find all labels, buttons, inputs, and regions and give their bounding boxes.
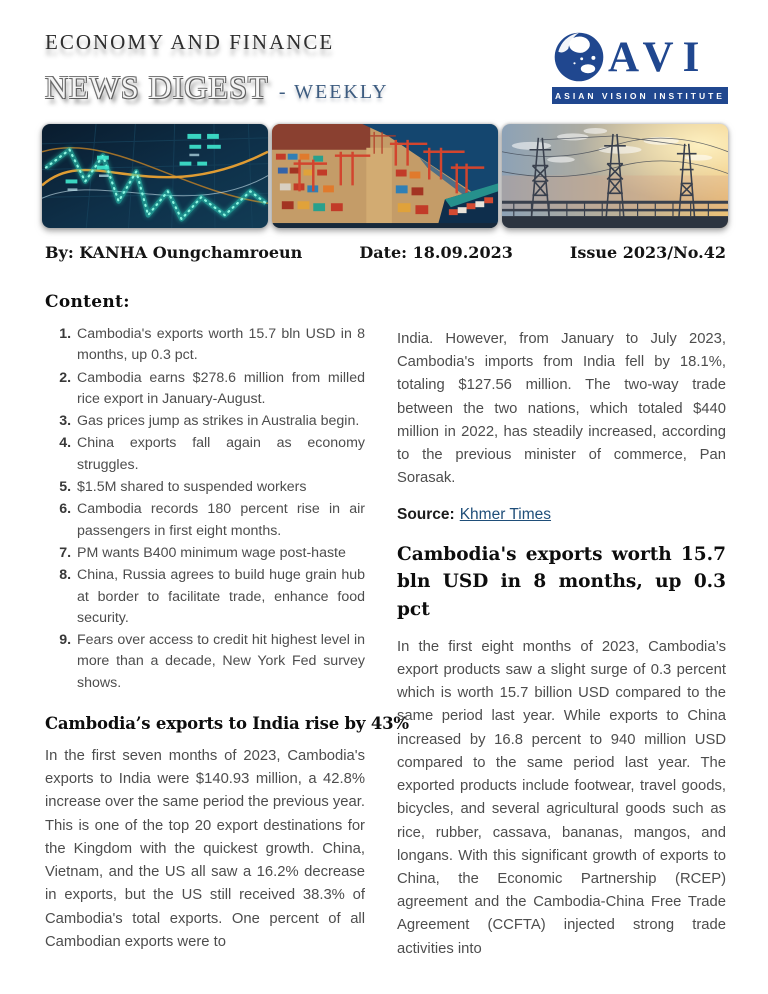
article-1-body-right: India. However, from January to July 2023, Cambodia's imports from India fell by 18.1%, totaling $127.56 million. The two-way trade between the two nations, which totaled $440 million in 2022, has steadily increased, according to the previous minister of commerce, Pan Sorasak. — [397, 331, 726, 487]
content-item-7: 7. PM wants B400 minimum wage post-haste — [75, 543, 365, 564]
content-item-6: 6. Cambodia records 180 percent rise in air passengers in first eight months. — [75, 499, 365, 542]
content-item-5: 5. $1.5M shared to suspended workers — [75, 477, 365, 498]
main-title: NEWS DIGEST — [45, 69, 269, 105]
source-line — [397, 506, 726, 524]
left-column — [45, 292, 409, 961]
content-list — [45, 324, 365, 694]
content-item-4: 4. China exports fall again as economy struggles. — [75, 433, 365, 476]
main-title-line — [45, 69, 389, 106]
article-1-headline: Cambodia’s exports to India rise by 43% — [45, 714, 409, 734]
power-lines-image — [502, 124, 728, 228]
logo-tagline: ASIAN VISION INSTITUTE — [552, 87, 728, 104]
content-item-9: 9. Fears over access to credit hit highest level in more than a decade, New York Fed survey shows. — [75, 630, 365, 694]
avi-logo — [552, 30, 728, 104]
article-2-headline: Cambodia's exports worth 15.7 bln USD in 8 months, up 0.3 pct — [397, 543, 726, 621]
byline — [45, 243, 726, 262]
subtitle-weekly: - WEEKLY — [278, 81, 389, 103]
byline-issue: Issue 2023/No.42 — [569, 243, 726, 262]
masthead-titles — [45, 30, 389, 106]
article-1-body-left: In the first seven months of 2023, Cambodia's exports to India were $140.93 million, a 42.8% increase over the same period the previous year. This is one of the top 20 export destinations for the Kingdom with the quickest growth. China, Vietnam, and the US all saw a 16.2% decrease in exports, but the US still received 38.3% of Cambodia's total exports. One percent of all Cambodian exports were to — [45, 748, 365, 950]
stock-chart-image — [42, 124, 268, 228]
content-item-1: 1. Cambodia's exports worth 15.7 bln USD in 8 months, up 0.3 pct. — [75, 324, 365, 367]
content-heading: Content: — [45, 292, 130, 312]
content-item-3: 3. Gas prices jump as strikes in Australia begin. — [75, 411, 365, 432]
content-item-8: 8. China, Russia agrees to build huge grain hub at border to facilitate trade, enhance food security. — [75, 565, 365, 629]
article-2-body: In the first eight months of 2023, Cambodia’s export products saw a slight surge of 0.3 percent which is worth 15.7 billion USD compared to the same period last year. While exports to China increased by 16.8 percent to 940 million USD compared to the same period last year. The exported products include footwear, travel goods, bicycles, and several agricultural goods such as rice, rubber, cassava, bananas, mangos, and longans. With this significant growth of exports to China, the Economic Partnership (RCEP) agreement and the Cambodia-China Free Trade Agreement (CCFTA) injected strong trade activities into — [397, 638, 726, 957]
avi-globe-icon — [552, 30, 606, 84]
avi-logo-top — [552, 30, 728, 84]
banner-images — [42, 124, 728, 228]
source-label: Source: — [397, 505, 455, 523]
logo-acronym: AVI — [608, 33, 709, 81]
source-link-khmer-times[interactable]: Khmer Times — [459, 505, 552, 523]
content-item-2: 2. Cambodia earns $278.6 million from milled rice export in January-August. — [75, 368, 365, 411]
byline-date: Date: 18.09.2023 — [359, 243, 513, 262]
right-column — [397, 292, 726, 961]
masthead — [45, 30, 728, 106]
article-columns — [45, 292, 726, 961]
container-port-image — [272, 124, 498, 228]
byline-author: By: KANHA Oungchamroeun — [45, 243, 303, 262]
category-title: ECONOMY AND FINANCE — [45, 30, 335, 54]
